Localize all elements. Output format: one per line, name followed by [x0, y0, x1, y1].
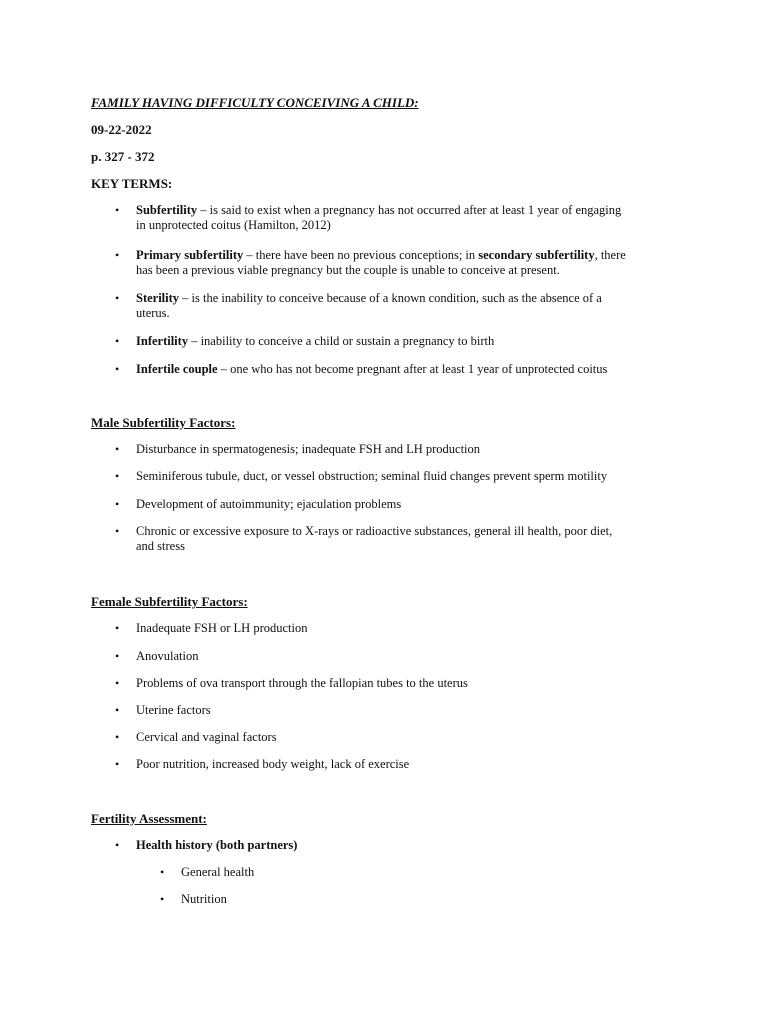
term-label: Sterility: [136, 291, 180, 305]
term-definition-tail: , there: [594, 248, 626, 262]
sub-list-item-text: General health: [181, 865, 255, 879]
bullet-icon: •: [115, 621, 120, 635]
term-definition: – there have been no previous conceptions; in: [243, 248, 479, 262]
bullet-icon: •: [115, 362, 120, 376]
bullet-icon: •: [115, 649, 120, 663]
term-definition: – inability to conceive a child or sustain a pregnancy to birth: [188, 334, 495, 348]
list-item-text: Poor nutrition, increased body weight, lack of exercise: [136, 757, 410, 771]
fertility-assessment-heading: Fertility Assessment:: [91, 811, 207, 826]
male-factors-heading: Male Subfertility Factors:: [91, 415, 236, 430]
list-item-text: Cervical and vaginal factors: [136, 730, 277, 744]
list-item-text: Health history (both partners): [136, 838, 298, 852]
bullet-icon: •: [115, 442, 120, 456]
bullet-icon: •: [115, 676, 120, 690]
page-range: p. 327 - 372: [91, 149, 155, 164]
term-definition: – is said to exist when a pregnancy has not occurred after at least 1 year of engaging: [197, 203, 622, 217]
female-factors-heading: Female Subfertility Factors:: [91, 594, 248, 609]
bullet-icon: •: [115, 248, 120, 262]
list-item-text: Chronic or excessive exposure to X-rays or radioactive substances, general ill health, poor diet,: [136, 524, 613, 538]
list-item-text: Disturbance in spermatogenesis; inadequate FSH and LH production: [136, 442, 481, 456]
document-title: FAMILY HAVING DIFFICULTY CONCEIVING A CHILD:: [91, 95, 419, 110]
term-definition-continued: has been a previous viable pregnancy but the couple is unable to conceive at present.: [136, 263, 560, 277]
sub-list-item-text: Nutrition: [181, 892, 227, 906]
bullet-icon: •: [115, 291, 120, 305]
term-label: Primary subfertility: [136, 248, 244, 262]
list-item-text: Inadequate FSH or LH production: [136, 621, 308, 635]
bullet-icon: •: [160, 865, 165, 879]
bullet-icon: •: [115, 524, 120, 538]
bullet-icon: •: [115, 203, 120, 217]
term-label: Subfertility: [136, 203, 198, 217]
bullet-icon: •: [115, 497, 120, 511]
term-definition-continued: uterus.: [136, 306, 170, 320]
bullet-icon: •: [115, 703, 120, 717]
document-date: 09-22-2022: [91, 122, 152, 137]
list-item-text: Uterine factors: [136, 703, 211, 717]
bullet-icon: •: [115, 334, 120, 348]
term-label: Infertile couple: [136, 362, 218, 376]
list-item-text: Development of autoimmunity; ejaculation problems: [136, 497, 402, 511]
bullet-icon: •: [115, 469, 120, 483]
term-definition-continued: in unprotected coitus (Hamilton, 2012): [136, 218, 331, 232]
term-label-secondary: secondary subfertility: [478, 248, 595, 262]
term-label: Infertility: [136, 334, 189, 348]
bullet-icon: •: [115, 730, 120, 744]
bullet-icon: •: [115, 757, 120, 771]
bullet-icon: •: [160, 892, 165, 906]
term-definition: – is the inability to conceive because of a known condition, such as the absence of a: [179, 291, 602, 305]
key-terms-heading: KEY TERMS:: [91, 176, 173, 191]
list-item-text: Seminiferous tubule, duct, or vessel obstruction; seminal fluid changes prevent sperm motility: [136, 469, 608, 483]
list-item-text-continued: and stress: [136, 539, 185, 553]
bullet-icon: •: [115, 838, 120, 852]
list-item-text: Problems of ova transport through the fallopian tubes to the uterus: [136, 676, 468, 690]
term-definition: – one who has not become pregnant after at least 1 year of unprotected coitus: [217, 362, 608, 376]
list-item-text: Anovulation: [136, 649, 199, 663]
